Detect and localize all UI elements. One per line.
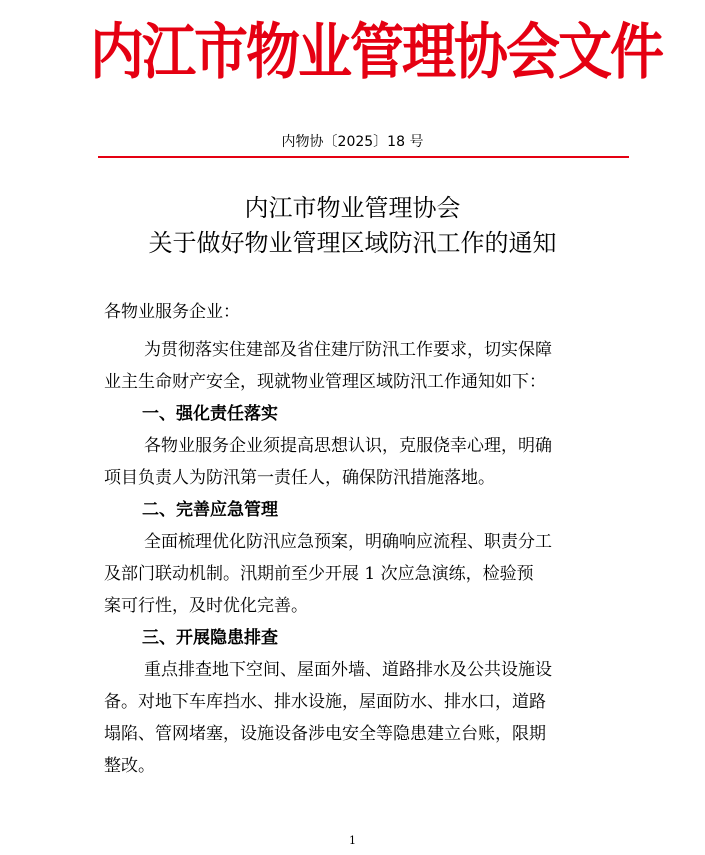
section-heading-1: 一、强化责任落实 bbox=[142, 404, 278, 424]
document-body bbox=[104, 296, 609, 782]
section-heading-2: 二、完善应急管理 bbox=[142, 500, 278, 520]
section-1-line-1: 各物业服务企业须提高思想认识，克服侥幸心理，明确 bbox=[144, 436, 552, 456]
page-number: 1 bbox=[349, 834, 356, 847]
document-title-line-1: 内江市物业管理协会 bbox=[244, 194, 461, 222]
section-2-line-1: 全面梳理优化防汛应急预案，明确响应流程、职责分工 bbox=[144, 532, 552, 552]
section-heading-3: 三、开展隐患排查 bbox=[142, 628, 278, 648]
red-divider bbox=[98, 156, 629, 158]
section-1-line-2: 项目负责人为防汛第一责任人，确保防汛措施落地。 bbox=[104, 468, 495, 488]
document-number: 内物协〔2025〕18 号 bbox=[281, 134, 424, 150]
document-title-line-2: 关于做好物业管理区域防汛工作的通知 bbox=[148, 229, 557, 257]
intro-line-1: 为贯彻落实住建部及省住建厅防汛工作要求，切实保障 bbox=[144, 340, 552, 360]
section-3-line-1: 重点排查地下空间、屋面外墙、道路排水及公共设施设 bbox=[144, 660, 552, 680]
section-2-line-2: 及部门联动机制。汛期前至少开展 1 次应急演练，检验预 bbox=[104, 564, 534, 584]
section-2-line-3: 案可行性，及时优化完善。 bbox=[104, 596, 308, 616]
masthead: 内江市物业管理协会文件 bbox=[90, 15, 662, 87]
section-3-line-2: 备。对地下车库挡水、排水设施，屋面防水、排水口，道路 bbox=[104, 692, 546, 712]
intro-line-2: 业主生命财产安全，现就物业管理区域防汛工作通知如下： bbox=[104, 372, 546, 392]
section-3-line-4: 整改。 bbox=[104, 756, 155, 776]
section-3-line-3: 塌陷、管网堵塞，设施设备涉电安全等隐患建立台账，限期 bbox=[104, 724, 546, 744]
salutation: 各物业服务企业： bbox=[104, 302, 240, 322]
